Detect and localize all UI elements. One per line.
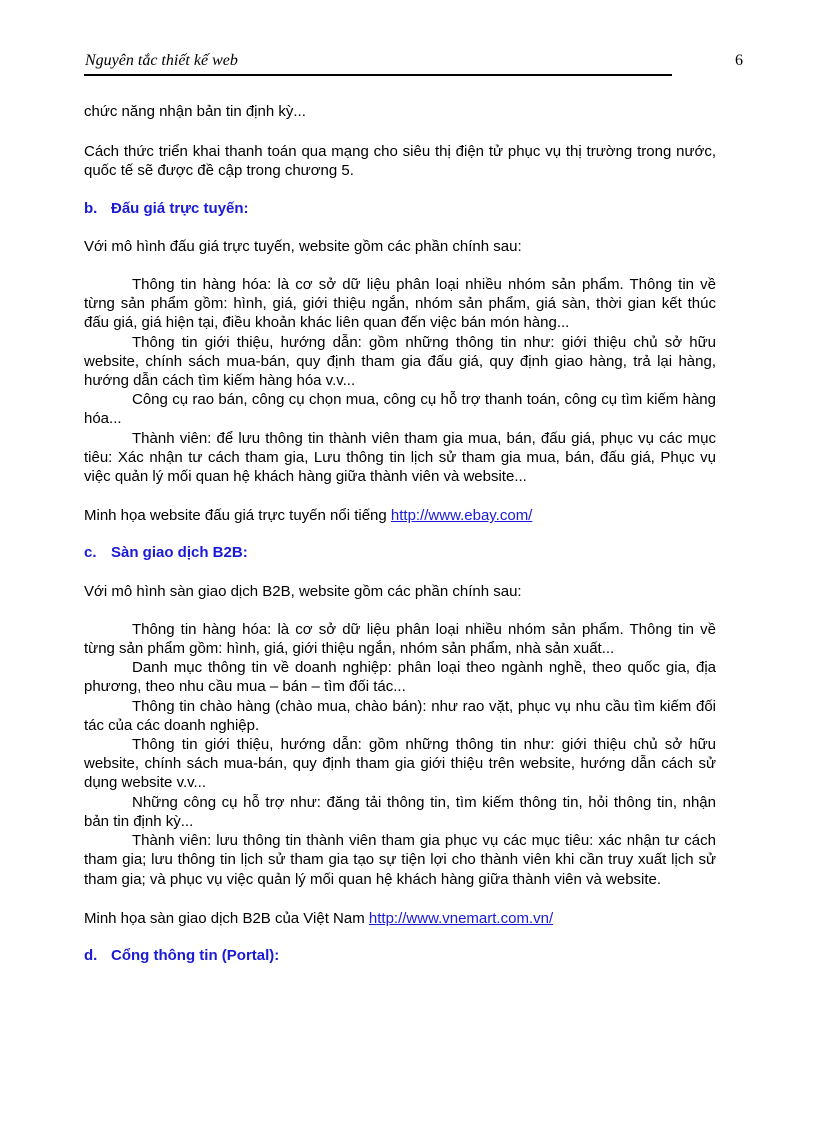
section-c-intro: Với mô hình sàn giao dịch B2B, website gồm các phần chính sau: bbox=[84, 582, 522, 600]
intro-paragraph: Cách thức triển khai thanh toán qua mạng cho siêu thị điện tử phục vụ thị trường trong nước, quốc tế sẽ được đề cập trong chương 5. bbox=[84, 143, 716, 180]
section-b-item: Thông tin hàng hóa: là cơ sở dữ liệu phân loại nhiều nhóm sản phẩm. Thông tin về từng sản phẩm gồm: hình, giá, giới thiệu ngắn, nhóm sản phẩm, giá sàn, thời gian kết thúc đấu giá, giá hiện tại, điều khoản khác liên quan đến việc bán món hàng... bbox=[84, 276, 716, 332]
header-title: Nguyên tắc thiết kế web bbox=[85, 52, 238, 69]
section-b-example-text: Minh họa website đấu giá trực tuyến nổi tiếng bbox=[84, 507, 391, 525]
section-d-letter: d. bbox=[84, 946, 98, 964]
section-c-item: Thành viên: lưu thông tin thành viên tham gia phục vụ các mục tiêu: xác nhận tư cách tham gia; lưu thông tin lịch sử tham gia tạo sự tiện lợi cho thành viên khi cần truy xuất lịch sử tham gia; và phục vụ việc quản lý mối quan hệ khách hàng giữa thành viên và website. bbox=[84, 832, 716, 888]
section-c-item: Thông tin giới thiệu, hướng dẫn: gồm những thông tin như: giới thiệu chủ sở hữu website, chính sách mua-bán, quy định tham gia giới thiệu trên website, hướng dẫn cách sử dụng website v.v... bbox=[84, 736, 716, 792]
section-c-example bbox=[84, 909, 716, 928]
section-b-heading bbox=[84, 199, 716, 218]
section-b-item: Thông tin giới thiệu, hướng dẫn: gồm những thông tin như: giới thiệu chủ sở hữu website, chính sách mua-bán, quy định tham gia đấu giá, quy định giao hàng, trả lại hàng, hướng dẫn cách tìm kiếm hàng hóa v.v... bbox=[84, 333, 716, 390]
ebay-link[interactable]: http://www.ebay.com/ bbox=[390, 507, 533, 525]
section-b-item: Công cụ rao bán, công cụ chọn mua, công cụ hỗ trợ thanh toán, công cụ tìm kiếm hàng hóa... bbox=[84, 391, 716, 428]
section-b-example bbox=[84, 506, 716, 525]
section-b-item: Thành viên: để lưu thông tin thành viên tham gia mua, bán, đấu giá, phục vụ các mục tiêu: Xác nhận tư cách tham gia, Lưu thông tin lịch sử tham gia mua, bán, đấu giá, Phục vụ việc quản lý mối quan hệ khách hàng giữa thành viên và website... bbox=[84, 429, 716, 486]
section-c-example-text: Minh họa sàn giao dịch B2B của Việt Nam bbox=[84, 909, 369, 927]
vnemart-link[interactable]: http://www.vnemart.com.vn/ bbox=[368, 909, 554, 927]
section-d-title: Cổng thông tin (Portal): bbox=[111, 946, 280, 964]
section-b-title: Đấu giá trực tuyến: bbox=[111, 199, 249, 217]
section-c-item: Những công cụ hỗ trợ như: đăng tải thông tin, tìm kiếm thông tin, hỏi thông tin, nhận bản tin định kỳ... bbox=[84, 793, 716, 830]
section-b-letter: b. bbox=[84, 199, 98, 217]
intro-line: chức năng nhận bản tin định kỳ... bbox=[84, 103, 306, 120]
section-d-heading bbox=[84, 946, 716, 965]
section-c-letter: c. bbox=[84, 544, 97, 562]
section-c-item: Danh mục thông tin về doanh nghiệp: phân loại theo ngành nghề, theo quốc gia, địa phương, theo nhu cầu mua – bán – tìm đối tác... bbox=[84, 659, 716, 696]
page-body bbox=[84, 102, 716, 965]
section-b-intro: Với mô hình đấu giá trực tuyến, website gồm các phần chính sau: bbox=[84, 237, 522, 255]
section-c-title: Sàn giao dịch B2B: bbox=[111, 544, 248, 562]
section-c-item: Thông tin chào hàng (chào mua, chào bán): như rao vặt, phục vụ nhu cầu tìm kiếm đối tác của các doanh nghiệp. bbox=[84, 697, 716, 734]
section-c-heading bbox=[84, 543, 716, 562]
header-rule bbox=[84, 74, 672, 76]
section-c-item: Thông tin hàng hóa: là cơ sở dữ liệu phân loại nhiều nhóm sản phẩm. Thông tin về từng sản phẩm gồm: hình, giá, giới thiệu ngắn, nhóm sản phẩm, nhà sản xuất... bbox=[84, 620, 716, 658]
page-number: 6 bbox=[735, 52, 743, 69]
